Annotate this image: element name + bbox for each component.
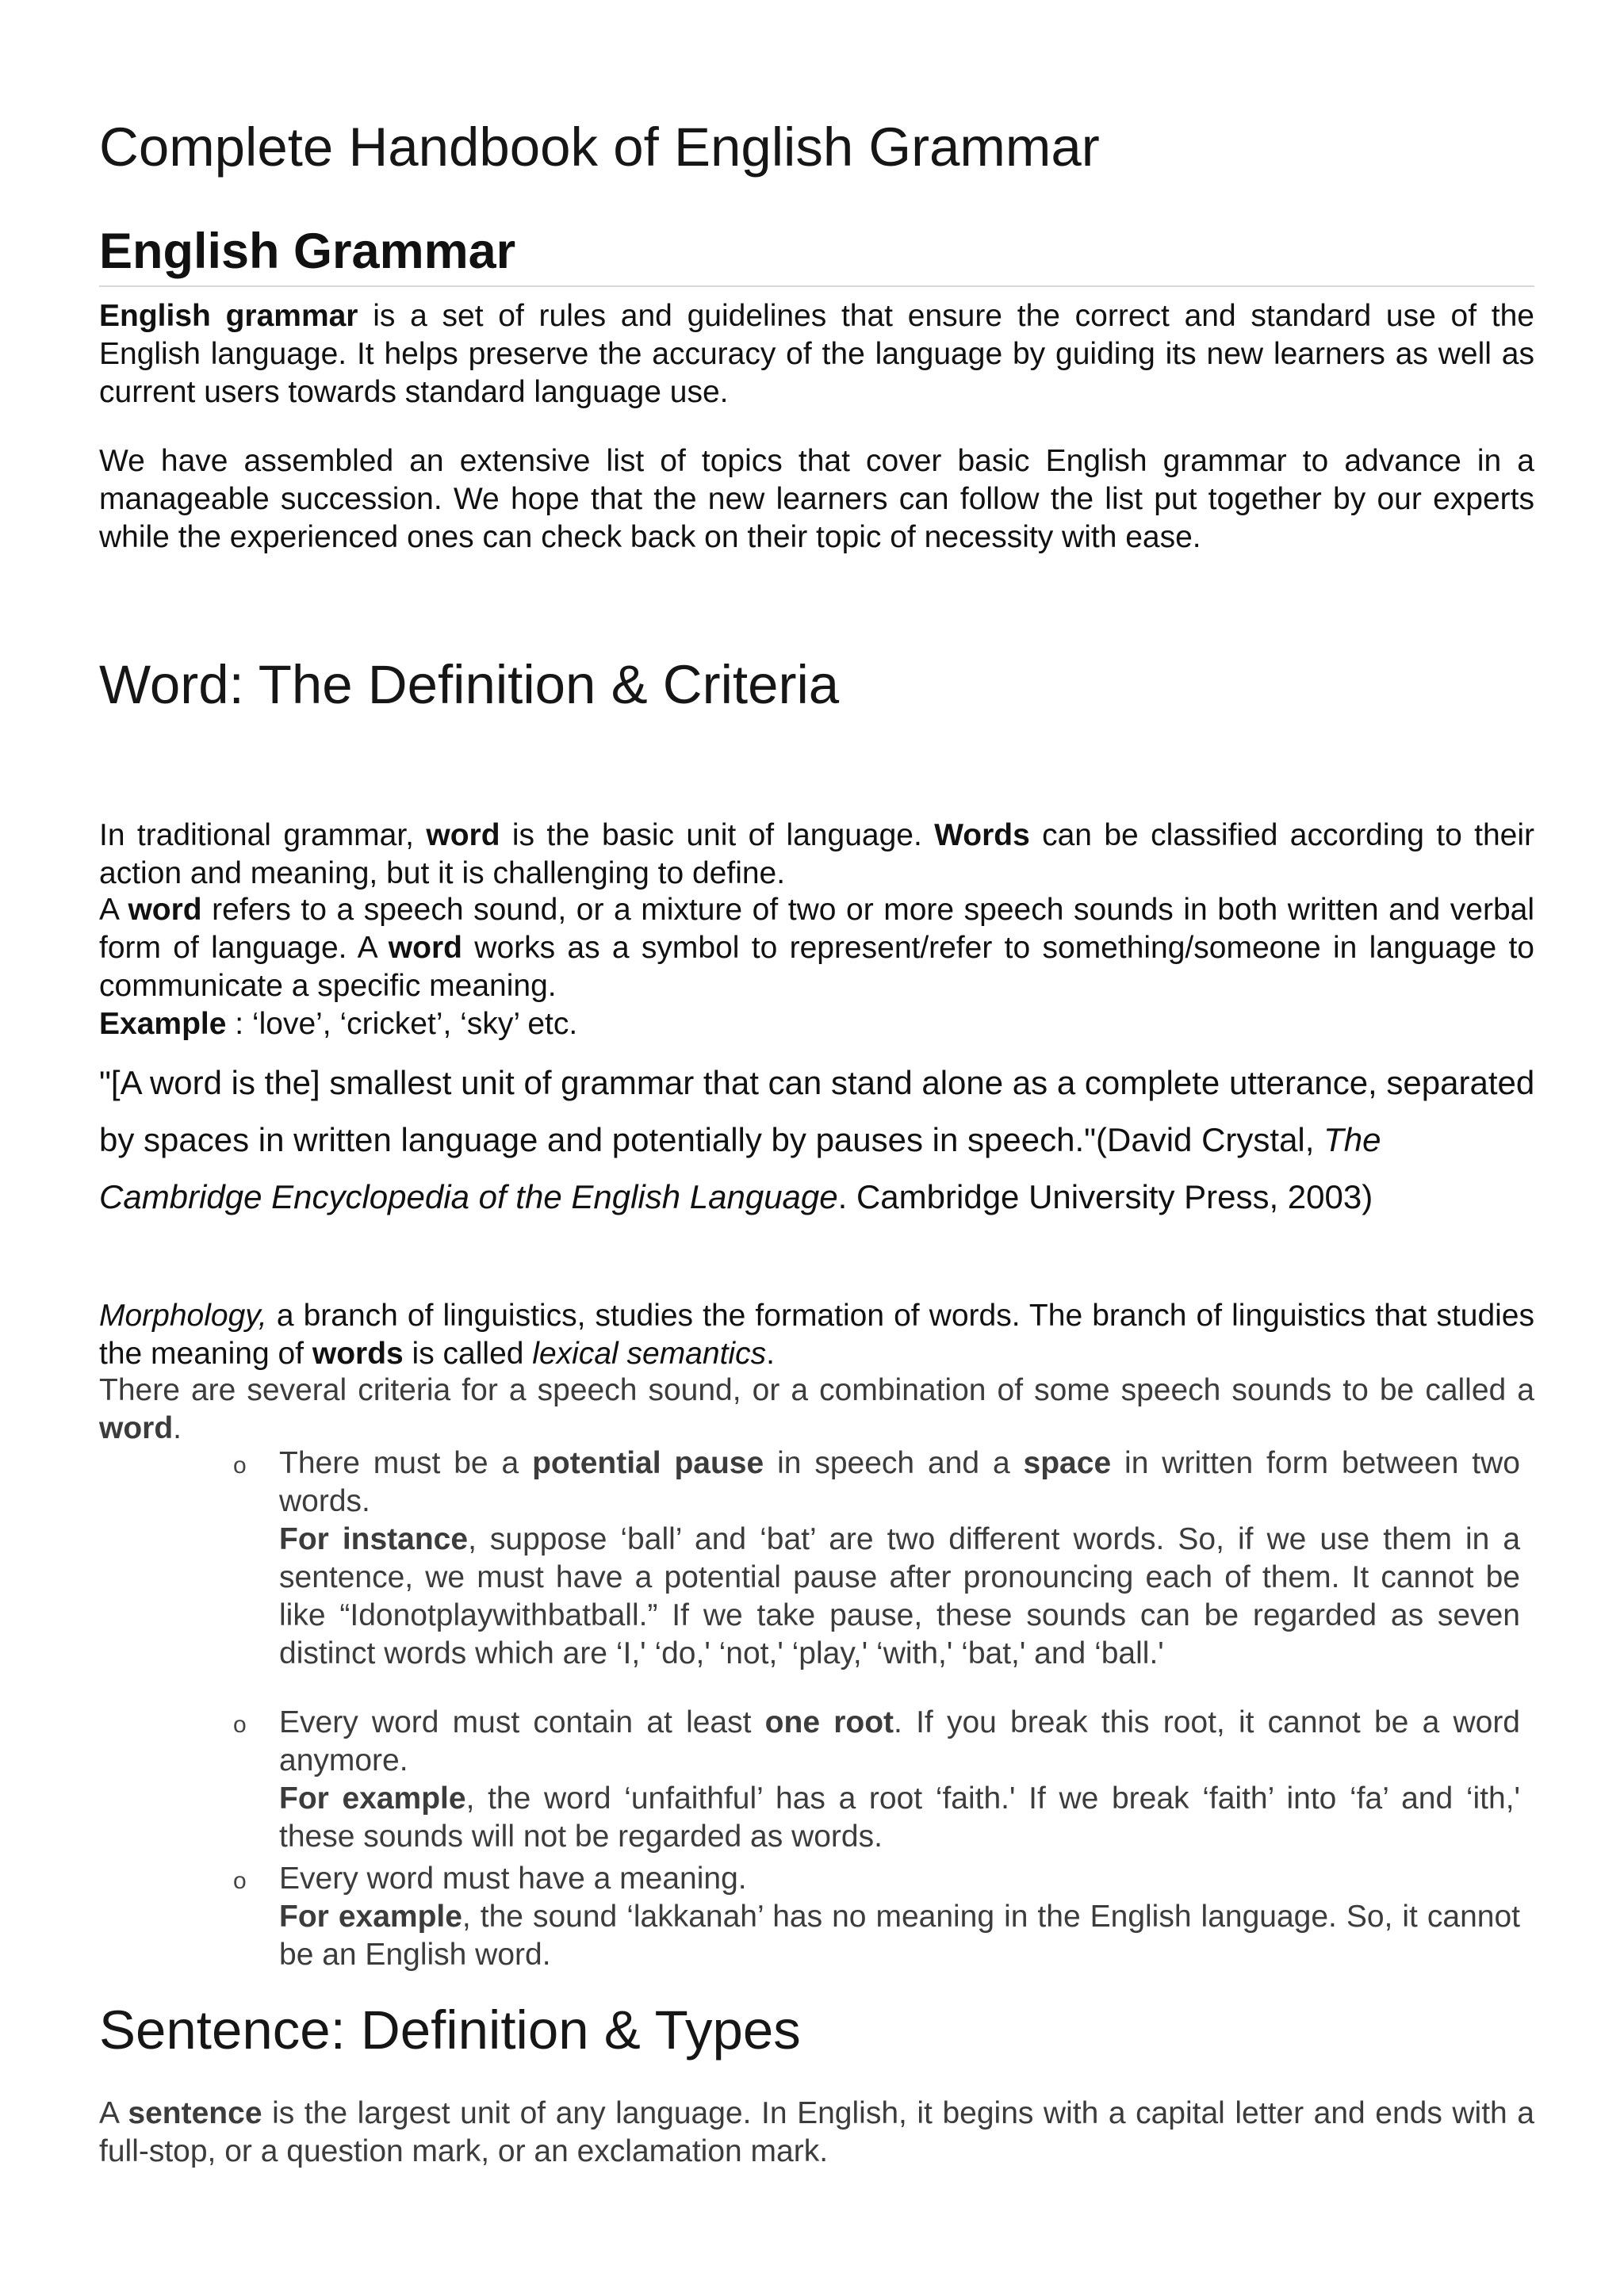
text-run: refers to a speech sound, or a mixture of two or more speech sounds in both written and verbal form of language. A: [99, 893, 1534, 965]
document-title: Complete Handbook of English Grammar: [99, 117, 1100, 178]
list-item-example: [279, 1780, 1520, 1856]
bold-term: English grammar: [99, 299, 358, 333]
list-item-example: [279, 1898, 1520, 1974]
paragraph-sentence: [99, 2095, 1534, 2171]
section-heading-english-grammar: English Grammar: [99, 224, 516, 279]
example-label: For example: [279, 1900, 462, 1934]
bullet-icon: o: [233, 1868, 247, 1894]
quote-text: "[A word is the] smallest unit of grammar that can stand alone as a complete utterance, separated by spaces in written language and potentially by pauses in speech.": [99, 1064, 1535, 1158]
citation-title: The Cambridge Encyclopedia of the English Language: [99, 1121, 1381, 1215]
text-run: is the basic unit of language.: [500, 818, 935, 852]
paragraph-example: [99, 1005, 1534, 1043]
citation-text: (David Crystal,: [1096, 1121, 1324, 1158]
paragraph-morphology: [99, 1297, 1534, 1373]
text-run: in speech and a: [764, 1446, 1024, 1480]
bold-term: sentence: [128, 2096, 262, 2130]
bold-term: one root: [764, 1705, 894, 1739]
bold-term: potential pause: [532, 1446, 764, 1480]
bullet-icon: o: [233, 1452, 247, 1479]
text-run: a branch of linguistics, studies the formation of words. The branch of linguistics that studies the meaning of: [99, 1299, 1534, 1371]
bold-term: word: [388, 931, 462, 965]
list-item: [279, 1445, 1520, 1673]
example-label: For example: [279, 1781, 466, 1816]
paragraph-intro: [99, 297, 1534, 411]
example-label: For instance: [279, 1522, 469, 1556]
text-run: in written form between two words.: [279, 1446, 1520, 1518]
bold-term: word: [426, 818, 500, 852]
text-run: , the sound ‘lakkanah’ has no meaning in the English language. So, it cannot be an English word.: [279, 1900, 1520, 1972]
bold-term: word: [128, 893, 202, 927]
text-run: .: [766, 1337, 775, 1371]
heading-divider: [99, 285, 1534, 287]
list-item-text: [279, 1445, 1520, 1521]
section-heading-word: Word: The Definition & Criteria: [99, 654, 840, 715]
list-item: [279, 1860, 1520, 1974]
bullet-icon: o: [233, 1712, 247, 1738]
text-run: is called: [403, 1337, 533, 1371]
bold-term: Words: [934, 818, 1030, 852]
text-run: Every word must contain at least: [279, 1705, 765, 1739]
quotation: [99, 1054, 1542, 1226]
italic-term: Morphology,: [99, 1299, 267, 1333]
paragraph-criteria: [99, 1372, 1534, 1448]
list-item: [279, 1704, 1520, 1856]
list-item-text: [279, 1704, 1520, 1780]
text-run: In traditional grammar,: [99, 818, 427, 852]
text-run: .: [173, 1411, 182, 1445]
text-run: There must be a: [279, 1446, 533, 1480]
text-run: works as a symbol to represent/refer to something/someone in language to communicate a specific meaning.: [99, 931, 1534, 1003]
text-run: A: [99, 2096, 128, 2130]
text-run: A: [99, 893, 128, 927]
italic-term: lexical semantics: [532, 1337, 767, 1371]
text-run: is the largest unit of any language. In English, it begins with a capital letter and ends with a full-stop, or a question mark, or an exclamation mark.: [99, 2096, 1534, 2168]
bold-term: space: [1023, 1446, 1112, 1480]
bold-term: word: [99, 1411, 174, 1445]
text-run: , suppose ‘ball’ and ‘bat’ are two different words. So, if we use them in a sentence, we must have a potential pause after pronouncing each of them. It cannot be like “Idonotplaywithbatball.” If we take pause, these sounds can be regarded as seven distinct words which are ‘I,' ‘do,' ‘not,' ‘play,' ‘with,' ‘bat,' and ‘ball.': [279, 1522, 1521, 1670]
list-item-text: Every word must have a meaning.: [279, 1862, 747, 1896]
section-heading-sentence: Sentence: Definition & Types: [99, 1999, 801, 2061]
list-item-example: [279, 1521, 1520, 1673]
paragraph-topics: We have assembled an extensive list of topics that cover basic English grammar to advance in a manageable succession. We hope that the new learners can follow the list put together by our experts while the experienced ones can check back on their topic of necessity with ease.: [99, 444, 1534, 554]
paragraph-word-definition: [99, 891, 1534, 1005]
paragraph-word-basic: [99, 817, 1534, 893]
bold-term: words: [312, 1337, 404, 1371]
text-run: There are several criteria for a speech sound, or a combination of some speech sounds to be called a: [99, 1373, 1534, 1407]
text-run: : ‘love’, ‘cricket’, ‘sky’ etc.: [226, 1007, 578, 1041]
paragraph-text: is a set of rules and guidelines that ensure the correct and standard use of the English language. It helps preserve the accuracy of the language by guiding its new learners as well as current users towards standard language use.: [99, 299, 1534, 409]
text-run: , the word ‘unfaithful’ has a root ‘faith.' If we break ‘faith’ into ‘fa’ and ‘ith,' these sounds will not be regarded as words.: [279, 1781, 1520, 1854]
citation-text: . Cambridge University Press, 2003): [837, 1178, 1373, 1215]
text-run: . If you break this root, it cannot be a word anymore.: [279, 1705, 1520, 1777]
text-run: can be classified according to their action and meaning, but it is challenging to define.: [99, 818, 1534, 890]
example-label: Example: [99, 1007, 227, 1041]
